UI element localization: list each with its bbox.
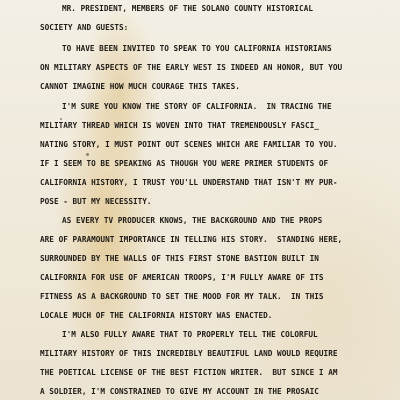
text-line: MR. PRESIDENT, MEMBERS OF THE SOLANO COUNTY HISTORICAL — [62, 4, 314, 13]
text-line: CALIFORNIA HISTORY, I TRUST YOU'LL UNDERSTAND THAT ISN'T MY PUR- — [40, 178, 338, 187]
text-line: MILITARY HISTORY OF THIS INCREDIBLY BEAUTIFUL LAND WOULD REQUIRE — [40, 349, 338, 358]
text-line: I'M ALSO FULLY AWARE THAT TO PROPERLY TELL THE COLORFUL — [62, 330, 318, 339]
text-line: POSE - BUT MY NECESSITY. — [40, 197, 152, 206]
text-line: IF I SEEM TO BE SPEAKING AS THOUGH YOU WERE PRIMER STUDENTS OF — [40, 159, 329, 168]
text-line: A SOLDIER, I'M CONSTRAINED TO GIVE MY ACCOUNT IN THE PROSAIC — [40, 387, 319, 396]
text-line: ON MILITARY ASPECTS OF THE EARLY WEST IS INDEED AN HONOR, BUT YOU — [40, 63, 343, 72]
text-line: FITNESS AS A BACKGROUND TO SET THE MOOD FOR MY TALK. IN THIS — [40, 292, 324, 301]
text-line: MILITARY THREAD WHICH IS WOVEN INTO THAT TREMENDOUSLY FASCI_ — [40, 121, 319, 130]
text-line: TO HAVE BEEN INVITED TO SPEAK TO YOU CALIFORNIA HISTORIANS — [62, 44, 332, 53]
text-line: ARE OF PARAMOUNT IMPORTANCE IN TELLING HIS STORY. STANDING HERE, — [40, 235, 343, 244]
text-line: I'M SURE YOU KNOW THE STORY OF CALIFORNIA. IN TRACING THE — [62, 102, 332, 111]
text-line: SOCIETY AND GUESTS: — [40, 23, 129, 32]
text-line: LOCALE MUCH OF THE CALIFORNIA HISTORY WAS ENACTED. — [40, 311, 273, 320]
text-line: CALIFORNIA FOR USE OF AMERICAN TROOPS, I'M FULLY AWARE OF ITS — [40, 273, 324, 282]
text-line: CANNOT IMAGINE HOW MUCH COURAGE THIS TAKES. — [40, 82, 240, 91]
text-line: SURROUNDED BY THE WALLS OF THIS FIRST STONE BASTION BUILT IN — [40, 254, 319, 263]
text-line: AS EVERY TV PRODUCER KNOWS, THE BACKGROUND AND THE PROPS — [62, 216, 323, 225]
text-line: THE POETICAL LICENSE OF THE BEST FICTION WRITER. BUT SINCE I AM — [40, 368, 338, 377]
text-line: NATING STORY, I MUST POINT OUT SCENES WHICH ARE FAMILIAR TO YOU. — [40, 140, 338, 149]
